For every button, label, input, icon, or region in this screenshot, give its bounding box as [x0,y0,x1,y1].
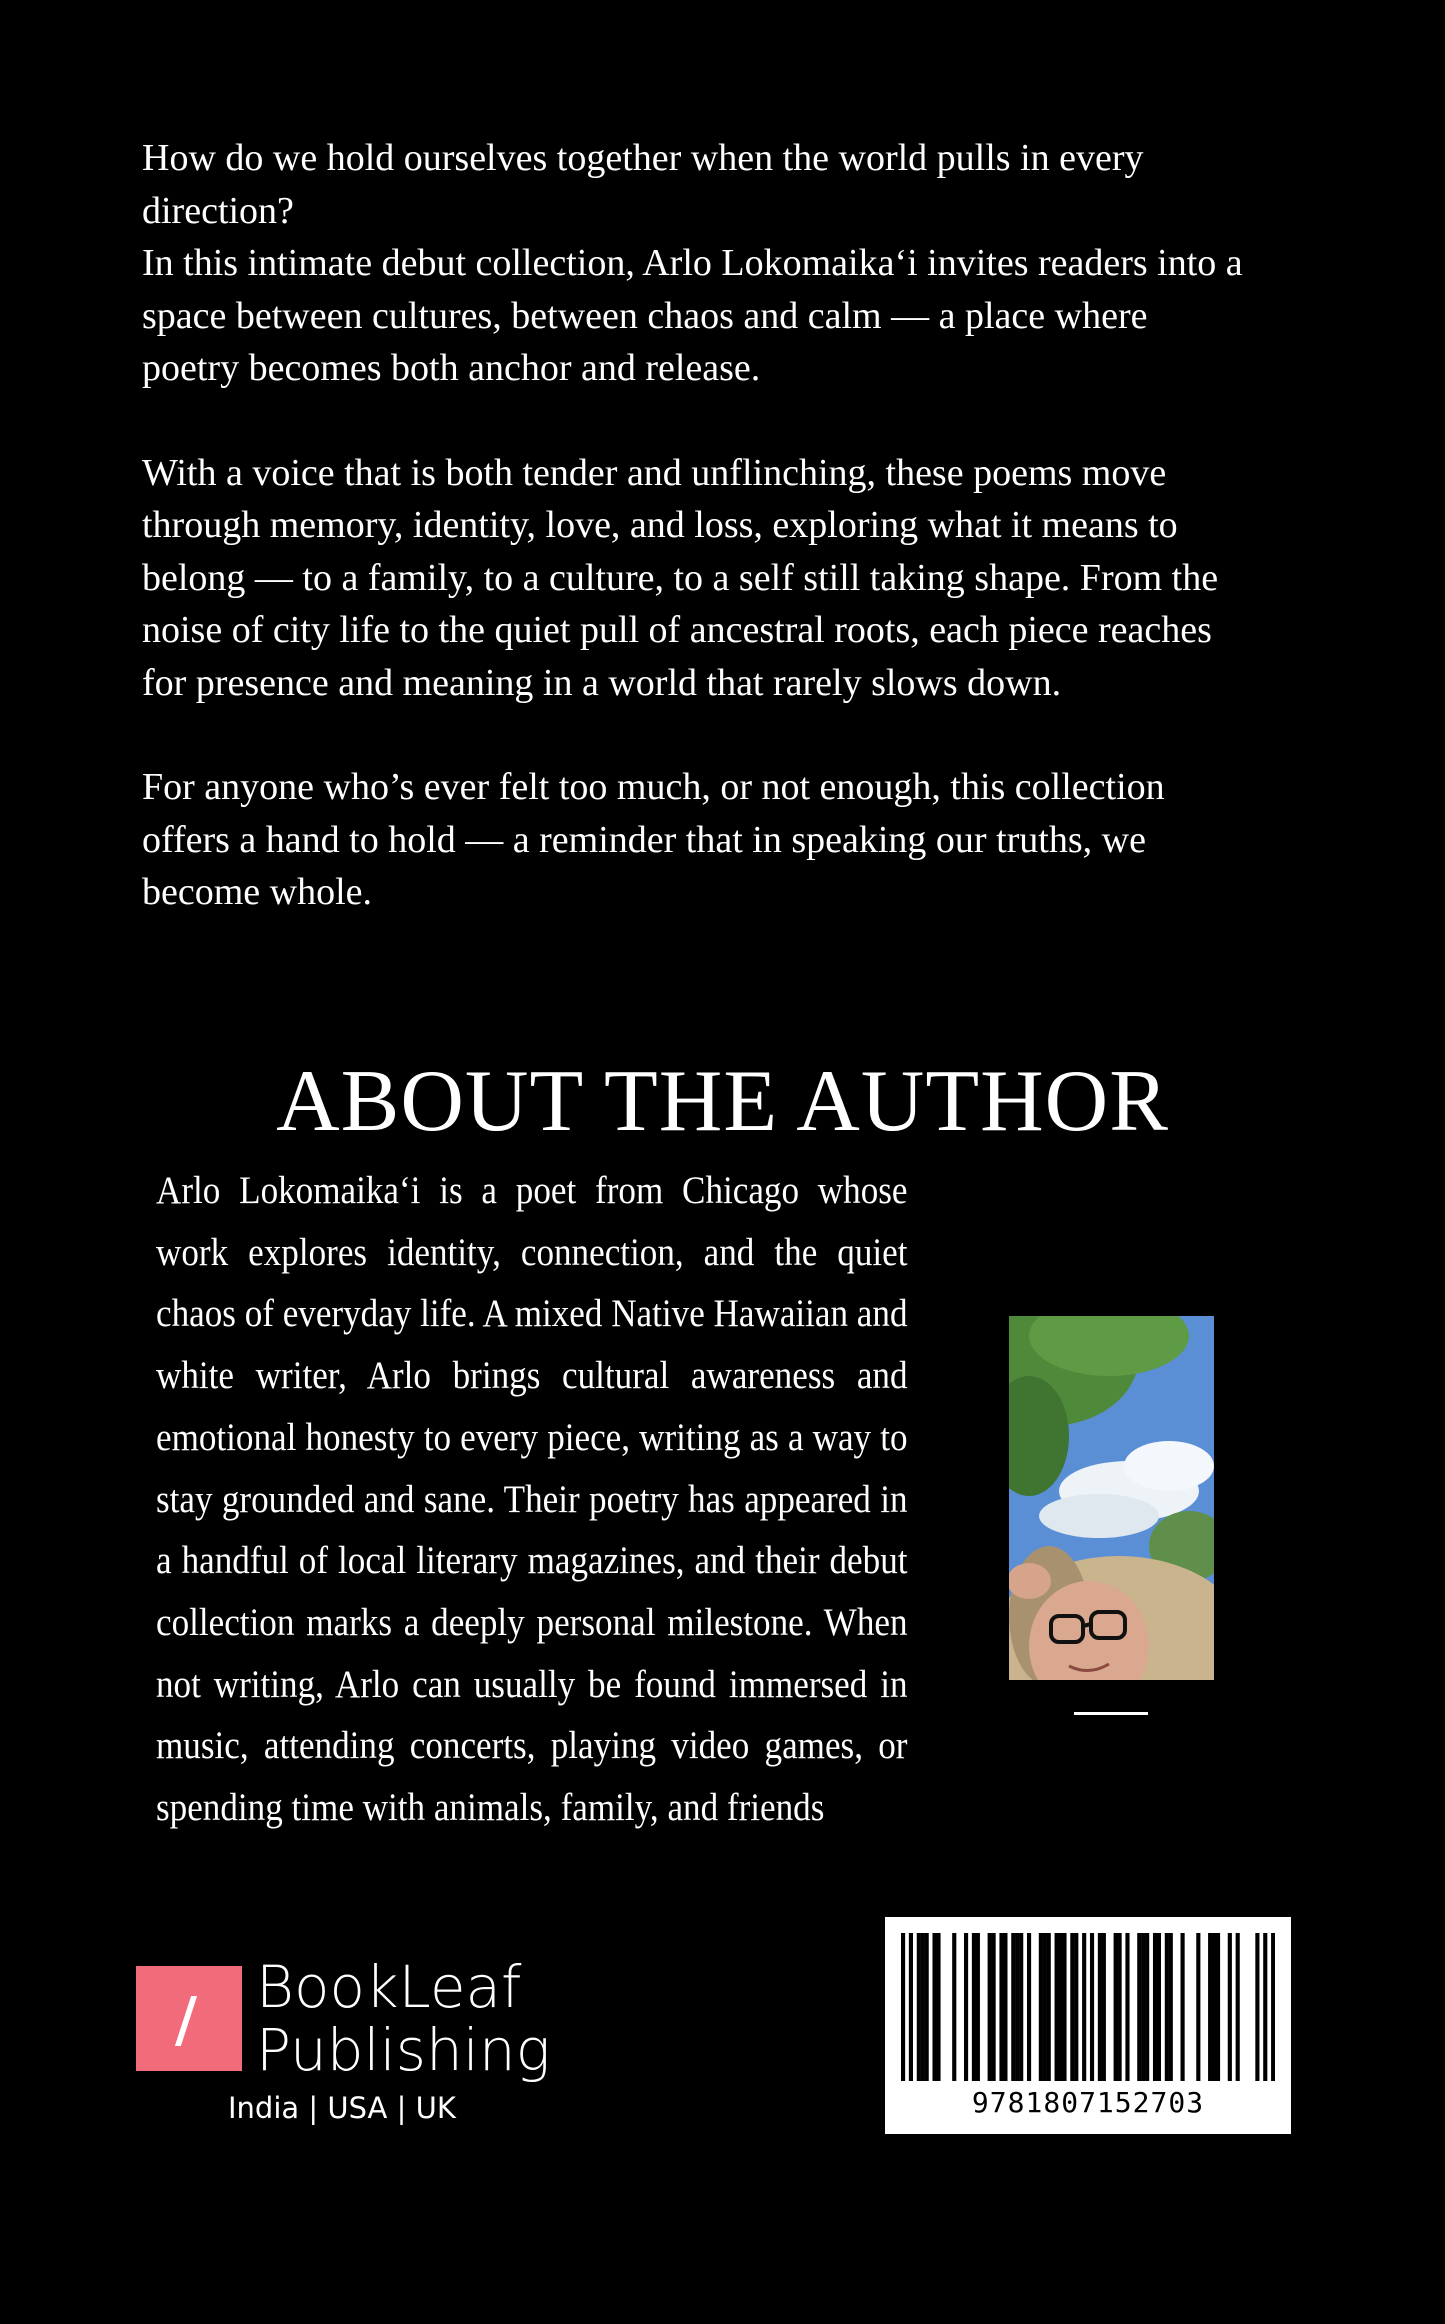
about-the-author-heading: ABOUT THE AUTHOR [276,1053,1169,1150]
barcode-bar [1062,1933,1066,2081]
blurb-line: for presence and meaning in a world that rarely slows down. [142,661,1062,704]
barcode-bar [1263,1933,1267,2081]
barcode-bar [1043,1933,1047,2081]
blurb-line: space between cultures, between chaos and calm — a place where [142,294,1148,337]
publisher-name [256,1953,551,2084]
barcode-bar [1141,1933,1145,2081]
blurb-line: With a voice that is both tender and unflinching, these poems move [142,451,1167,494]
barcode-bar [1102,1933,1106,2081]
barcode-bar [1082,1933,1086,2081]
barcode-bar [1169,1933,1173,2081]
barcode-bar [1208,1933,1212,2081]
blurb-line: noise of city life to the quiet pull of ancestral roots, each piece reaches [142,609,1212,651]
slash-icon [175,1996,197,2046]
barcode-bar [1055,1933,1059,2081]
barcode-bar [1255,1933,1259,2081]
publisher-regions: India | USA | UK [228,2091,456,2125]
barcode-bar [1047,1933,1051,2081]
barcode-bar [1228,1933,1232,2081]
barcode-bar [1015,1933,1019,2081]
barcode-bar [1090,1933,1094,2081]
barcode-bar [901,1933,905,2081]
blurb-line: How do we hold ourselves together when the world pulls in every [142,137,1144,179]
isbn-barcode [885,1917,1291,2134]
barcode-bar [921,1933,925,2081]
barcode-bar [1165,1933,1169,2081]
barcode-bar [1212,1933,1216,2081]
barcode-bar [972,1933,976,2081]
barcode-bar [1039,1933,1043,2081]
barcode-bar [1058,1933,1062,2081]
barcode-bar [976,1933,980,2081]
barcode-bar [1070,1933,1074,2081]
barcode-bar [1216,1933,1220,2081]
isbn-number: 9781807152703 [971,2086,1205,2119]
barcode-bar [1019,1933,1023,2081]
barcode-bar [992,1933,996,2081]
blurb-line: belong — to a family, to a culture, to a self still taking shape. From the [142,556,1219,599]
back-cover-blurb [142,132,1322,971]
blurb-line: For anyone who’s ever felt too much, or not enough, this collection [142,766,1165,808]
barcode-bar [925,1933,929,2081]
barcode-bar [932,1933,936,2081]
barcode-bar [909,1933,913,2081]
barcode-bar [1137,1933,1141,2081]
barcode-bar [1125,1933,1129,2081]
publisher-name-line-2: Publishing [256,2016,551,2084]
barcode-bar [1027,1933,1031,2081]
blurb-line: offers a hand to hold — a reminder that in speaking our truths, we [142,818,1146,861]
blurb-paragraph-1 [142,132,1322,395]
barcode-bar [1114,1933,1118,2081]
photo-caption-rule [1074,1712,1148,1715]
bookleaf-logo-mark [136,1966,242,2071]
barcode-bar [1271,1933,1275,2081]
blurb-line: through memory, identity, love, and loss, exploring what it means to [142,504,1178,546]
barcode-bar [1181,1933,1185,2081]
blurb-line: direction? [142,189,294,232]
barcode-bar [936,1933,940,2081]
barcode-bar [988,1933,992,2081]
barcode-bar [1098,1933,1102,2081]
barcode-bar [964,1933,968,2081]
barcode-bar [952,1933,956,2081]
blurb-line: In this intimate debut collection, Arlo Lokomaika‘i invites readers into a [142,242,1243,284]
barcode-bar [1153,1933,1157,2081]
blurb-line: poetry becomes both anchor and release. [142,347,761,389]
author-photo [1009,1316,1214,1680]
publisher-name-line-1: BookLeaf [256,1953,522,2021]
barcode-bar [1011,1933,1015,2081]
blurb-paragraph-3 [142,761,1322,919]
blurb-line: become whole. [142,871,373,913]
blurb-paragraph-2 [142,447,1322,710]
barcode-bar [917,1933,921,2081]
barcode-bar [1196,1933,1200,2081]
barcode-bar [1157,1933,1161,2081]
barcode-bar [1003,1933,1007,2081]
author-bio: Arlo Lokomaika‘i is a poet from Chicago whose work explores identity, connection, and the quiet chaos of everyday life. A mixed Native Hawaiian and white writer, Arlo brings cultural awareness and emotional honesty to every piece, writing as a way to stay grounded and sane. Their poetry has appeared in a handful of local literary magazines, and their debut collection marks a deeply personal milestone. When not writing, Arlo can usually be found immersed in music, attending concerts, playing video games, or spending time with animals, family, and friends [156,1169,908,1830]
barcode-bars [901,1933,1275,2081]
barcode-bar [1074,1933,1078,2081]
barcode-bar [1145,1933,1149,2081]
barcode-bar [1236,1933,1240,2081]
barcode-bar [999,1933,1003,2081]
barcode-bar [1118,1933,1122,2081]
